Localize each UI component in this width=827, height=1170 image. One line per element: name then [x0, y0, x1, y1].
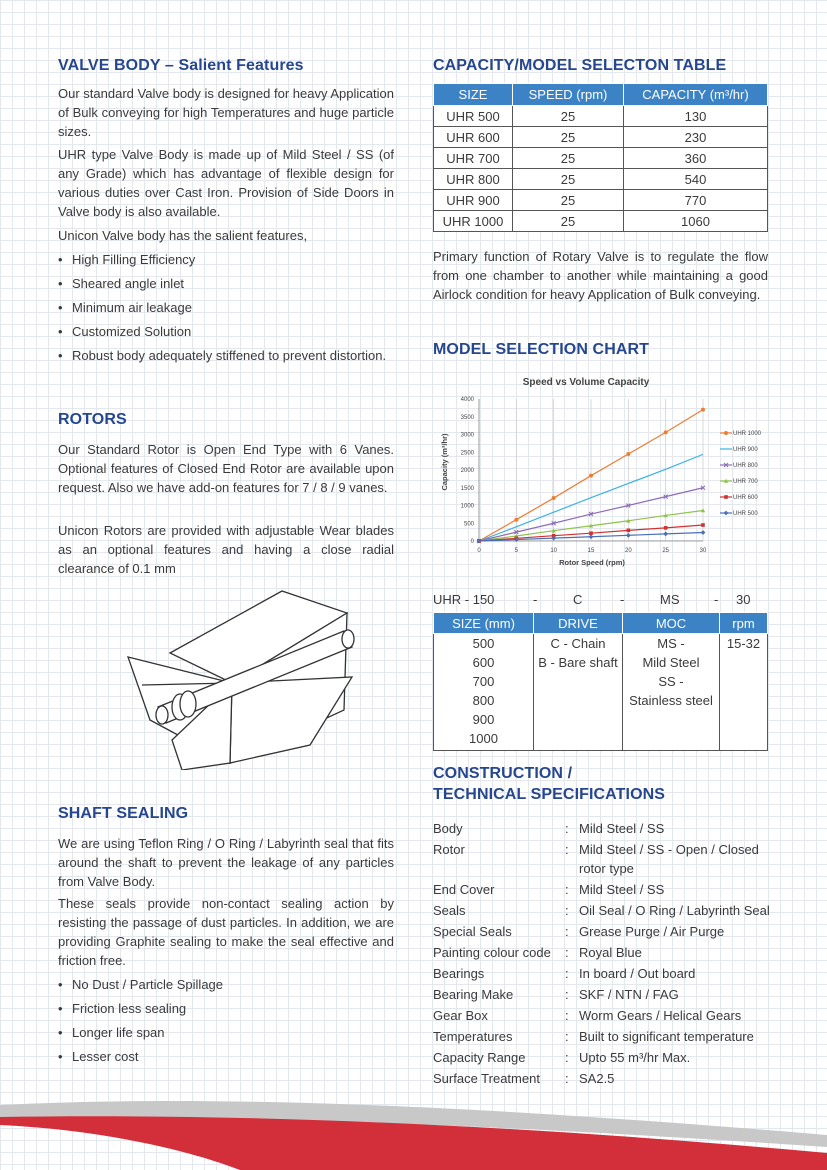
data-point [701, 408, 705, 412]
spec-row [433, 922, 778, 941]
model-code-dash: - [714, 592, 719, 607]
spec-row [433, 901, 778, 920]
x-tick-label: 25 [662, 548, 670, 554]
x-tick-label: 5 [514, 548, 519, 554]
valve-body-feature-list [58, 250, 394, 365]
cell-capacity: 770 [624, 190, 768, 211]
data-point [552, 496, 556, 500]
spec-key: Body [433, 821, 463, 836]
spec-colon: : [565, 1008, 569, 1023]
data-point [626, 533, 631, 538]
spec-row [433, 1048, 778, 1067]
spec-colon: : [565, 987, 569, 1002]
y-tick-label: 4000 [460, 397, 474, 403]
data-point [589, 534, 594, 539]
rotors-heading: ROTORS [58, 411, 127, 428]
legend-item [720, 495, 758, 501]
spec-key: Seals [433, 903, 466, 918]
speed-capacity-chart [433, 370, 769, 575]
valve-body-heading: VALVE BODY – Salient Features [58, 57, 304, 74]
capacity-table [433, 83, 768, 232]
cell-capacity: 230 [624, 127, 768, 148]
spec-value: Worm Gears / Helical Gears [579, 1008, 742, 1023]
model-code-line [433, 592, 769, 610]
legend-label: UHR 700 [733, 479, 758, 485]
spec-row [433, 819, 778, 838]
spec-value: Built to significant temperature [579, 1029, 754, 1044]
model-code-rpm: 30 [736, 592, 751, 607]
feature-item: • Friction less sealing [58, 999, 394, 1018]
drive-option: C - Chain [550, 636, 606, 651]
model-header-drive: DRIVE [534, 613, 623, 634]
spec-colon: : [565, 882, 569, 897]
spec-row [433, 1006, 778, 1025]
feature-item: • Customized Solution [58, 322, 394, 341]
y-tick-label: 3000 [460, 432, 474, 439]
model-code-drive: C [573, 592, 583, 607]
legend-item [720, 447, 758, 453]
rotor-illustration [122, 585, 382, 770]
spec-colon: : [565, 1029, 569, 1044]
data-point [724, 431, 728, 435]
model-header-rpm: rpm [720, 613, 768, 634]
cell-capacity: 540 [624, 169, 768, 190]
valve-body-paragraph-1: Our standard Valve body is designed for heavy Application of Bulk conveying for high Temperatures and huge particle sizes. [58, 86, 394, 139]
chart-x-label: Rotor Speed (rpm) [559, 558, 625, 567]
spec-value: Mild Steel / SS - Open / Closed [579, 842, 759, 857]
y-tick-label: 1000 [460, 503, 474, 510]
spec-value: Upto 55 m³/hr Max. [579, 1050, 691, 1065]
spec-row [433, 840, 778, 878]
data-point [626, 452, 630, 456]
spec-key: Temperatures [433, 1029, 513, 1044]
x-tick-label: 0 [477, 548, 481, 554]
spec-key: Painting colour code [433, 945, 551, 960]
chart-legend [720, 431, 762, 517]
cell-speed: 25 [513, 127, 624, 148]
feature-item: • Sheared angle inlet [58, 274, 394, 293]
chart-grid [479, 399, 703, 541]
spec-row [433, 985, 778, 1004]
y-tick-label: 2000 [460, 468, 474, 474]
cell-capacity: 1060 [624, 211, 768, 232]
spec-value: SA2.5 [579, 1071, 615, 1086]
feature-item: • No Dust / Particle Spillage [58, 975, 394, 994]
data-point [627, 529, 631, 533]
y-tick-label: 1500 [460, 485, 474, 492]
moc-option: Stainless steel [629, 693, 713, 708]
spec-value: Mild Steel / SS [579, 821, 665, 836]
data-point [701, 530, 706, 535]
spec-value: Royal Blue [579, 945, 642, 960]
model-header-moc: MOC [623, 613, 720, 634]
shaft-sealing-paragraph-1: We are using Teflon Ring / O Ring / Labyrinth seal that fits around the shaft to prevent the leakage of any particles from Valve Body. [58, 836, 394, 889]
spec-value: SKF / NTN / FAG [579, 987, 679, 1002]
spec-key: Special Seals [433, 924, 512, 939]
table-row [434, 190, 768, 211]
cell-speed: 25 [513, 190, 624, 211]
shaft-sealing-heading: SHAFT SEALING [58, 805, 189, 822]
spec-colon: : [565, 924, 569, 939]
cell-speed: 25 [513, 106, 624, 127]
rotors-paragraph-1: Our Standard Rotor is Open End Type with 6 Vanes. Optional features of Closed End Rotor are available upon request. Also we have add-on features for 7 / 8 / 9 vanes. [58, 442, 394, 495]
spec-key: Gear Box [433, 1008, 488, 1023]
chart-x-ticks [477, 548, 707, 554]
moc-option: MS - [657, 636, 685, 651]
cell-size: UHR 800 [434, 169, 513, 190]
rpm-option: 15-32 [726, 636, 761, 651]
size-option: 700 [472, 674, 495, 689]
spec-colon: : [565, 1071, 569, 1086]
table-row [434, 127, 768, 148]
feature-item: • Lesser cost [58, 1047, 394, 1066]
data-point [589, 474, 593, 478]
legend-label: UHR 1000 [733, 431, 762, 437]
size-option: 1000 [469, 731, 498, 746]
moc-option: SS - [658, 674, 684, 689]
legend-item [720, 463, 758, 469]
spec-colon: : [565, 966, 569, 981]
cell-speed: 25 [513, 169, 624, 190]
table-row [434, 148, 768, 169]
spec-value-continued: rotor type [579, 861, 634, 876]
legend-item [720, 479, 758, 485]
y-tick-label: 0 [470, 539, 474, 545]
cell-speed: 25 [513, 148, 624, 169]
x-tick-label: 20 [624, 548, 632, 554]
legend-item [720, 431, 762, 437]
spec-key: Surface Treatment [433, 1071, 540, 1086]
cell-size: UHR 500 [434, 106, 513, 127]
model-code-dash: - [620, 592, 625, 607]
spec-key: End Cover [433, 882, 495, 897]
y-tick-label: 2500 [460, 450, 474, 457]
size-option: 500 [472, 636, 495, 651]
size-option: 900 [472, 712, 495, 727]
chart-y-label: Capacity (m³/hr) [440, 433, 449, 491]
table-row [434, 211, 768, 232]
data-point [514, 518, 518, 522]
data-point [663, 532, 668, 537]
data-point [724, 511, 729, 516]
x-tick-label: 15 [587, 548, 595, 554]
spec-value: In board / Out board [579, 966, 696, 981]
feature-item: • Minimum air leakage [58, 298, 394, 317]
spec-value: Oil Seal / O Ring / Labyrinth Seal [579, 903, 770, 918]
model-code-dash: - [533, 592, 538, 607]
rotors-paragraph-2: Unicon Rotors are provided with adjustable Wear blades as an optional features and having a close radial clearance of 0.1 mm [58, 523, 394, 576]
y-tick-label: 500 [463, 521, 474, 528]
specs-heading-line-1: CONSTRUCTION / [433, 765, 573, 782]
spec-colon: : [565, 903, 569, 918]
spec-row [433, 964, 778, 983]
spec-row [433, 880, 778, 899]
x-tick-label: 30 [699, 548, 707, 554]
chart-y-ticks [461, 397, 475, 545]
model-drive-cell [534, 634, 623, 751]
spec-colon: : [565, 945, 569, 960]
capacity-header-speed: SPEED (rpm) [513, 84, 624, 106]
y-tick-label: 3500 [460, 414, 474, 421]
specs-heading-line-2: TECHNICAL SPECIFICATIONS [433, 786, 666, 803]
spec-row [433, 1027, 778, 1046]
spec-value: Mild Steel / SS [579, 882, 665, 897]
model-size-cell [434, 634, 534, 751]
spec-colon: : [565, 1050, 569, 1065]
model-rpm-cell [720, 634, 768, 751]
shaft-sealing-feature-list [58, 975, 394, 1066]
size-option: 600 [472, 655, 495, 670]
spec-key: Bearings [433, 966, 485, 981]
model-moc-cell [623, 634, 720, 751]
model-code-moc: MS [660, 592, 680, 607]
capacity-header-size: SIZE [434, 84, 513, 106]
feature-item: • Longer life span [58, 1023, 394, 1042]
table-row [434, 634, 768, 751]
legend-item [720, 511, 758, 517]
feature-item: • High Filling Efficiency [58, 250, 394, 269]
table-row [434, 106, 768, 127]
data-point [664, 430, 668, 434]
spec-row [433, 1069, 778, 1088]
spec-key: Bearing Make [433, 987, 514, 1002]
spec-key: Capacity Range [433, 1050, 526, 1065]
footer-swoosh [0, 1095, 827, 1170]
table-row [434, 169, 768, 190]
cell-size: UHR 700 [434, 148, 513, 169]
valve-body-paragraph-2: UHR type Valve Body is made up of Mild Steel / SS (of any Grade) which has advantage of flexible design for various duties over Cast Iron. Provision of Side Doors in Valve body is also available. [58, 147, 394, 219]
specs-list [433, 819, 778, 1090]
cell-capacity: 360 [624, 148, 768, 169]
spec-colon: : [565, 821, 569, 836]
cell-capacity: 130 [624, 106, 768, 127]
legend-label: UHR 800 [733, 463, 758, 469]
primary-function-paragraph: Primary function of Rotary Valve is to regulate the flow from one chamber to another while maintaining a good Airlock condition for heavy Application of Bulk conveying. [433, 249, 768, 302]
spec-colon: : [565, 842, 569, 857]
model-chart-heading: MODEL SELECTION CHART [433, 341, 650, 358]
legend-label: UHR 500 [733, 511, 758, 517]
moc-option: Mild Steel [642, 655, 700, 670]
cell-size: UHR 1000 [434, 211, 513, 232]
capacity-table-heading: CAPACITY/MODEL SELECTON TABLE [433, 57, 727, 74]
data-point [724, 495, 728, 499]
model-code-prefix: UHR - 150 [433, 592, 495, 607]
spec-value: Grease Purge / Air Purge [579, 924, 725, 939]
valve-body-paragraph-3: Unicon Valve body has the salient features, [58, 228, 308, 243]
model-header-size: SIZE (mm) [434, 613, 534, 634]
drive-option: B - Bare shaft [538, 655, 618, 670]
cell-size: UHR 900 [434, 190, 513, 211]
feature-item: • Robust body adequately stiffened to prevent distortion. [58, 346, 394, 365]
x-tick-label: 10 [550, 548, 558, 554]
spec-key: Rotor [433, 842, 465, 857]
shaft-sealing-paragraph-2: These seals provide non-contact sealing action by resisting the passage of dust particles. In addition, we are providing Graphite sealing to make the seal effective and friction free. [58, 896, 394, 968]
spec-row [433, 943, 778, 962]
data-point [664, 526, 668, 530]
size-option: 800 [472, 693, 495, 708]
cell-speed: 25 [513, 211, 624, 232]
chart-title: Speed vs Volume Capacity [522, 377, 650, 388]
legend-label: UHR 900 [733, 447, 758, 453]
cell-size: UHR 600 [434, 127, 513, 148]
data-point [701, 523, 705, 527]
model-code-table [433, 612, 768, 751]
legend-label: UHR 600 [733, 495, 758, 501]
capacity-header-capacity: CAPACITY (m³/hr) [624, 84, 768, 106]
